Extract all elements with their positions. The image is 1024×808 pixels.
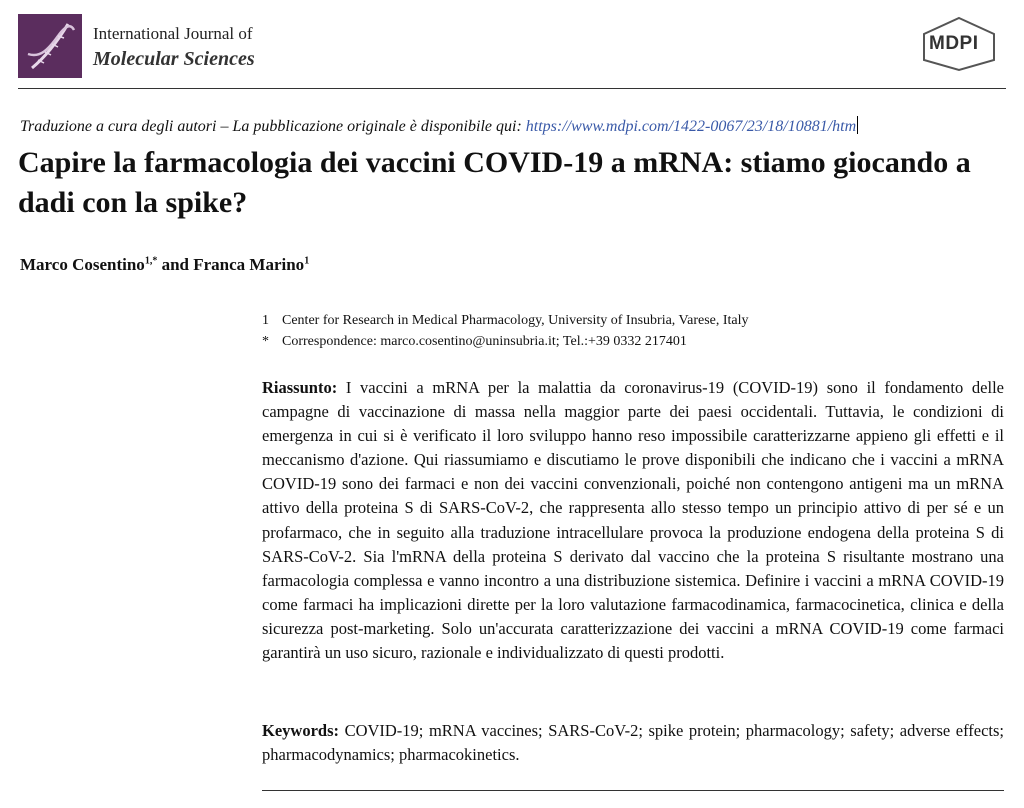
keywords-paragraph — [262, 719, 1004, 767]
original-publication-link[interactable]: https://www.mdpi.com/1422-0067/23/18/10881/htm — [525, 118, 857, 135]
author-name: Marco Cosentino — [20, 255, 145, 274]
footer-divider — [262, 790, 1004, 791]
paper-title: Capire la farmacologia dei vaccini COVID-19 a mRNA: stiamo giocando a dadi con la spike? — [18, 146, 971, 219]
correspondence-text: Correspondence: marco.cosentino@uninsubria.it; Tel.:+39 0332 217401 — [282, 334, 687, 349]
author-affiliation-mark: 1,* — [144, 255, 158, 267]
author-list — [20, 255, 309, 275]
keywords-text: COVID-19; mRNA vaccines; SARS-CoV-2; spike protein; pharmacology; safety; adverse effects; pharmacodynamics; pharmacokinetics. — [262, 721, 1005, 765]
abstract-label: Riassunto: — [262, 378, 338, 397]
author-connector: and — [157, 255, 194, 274]
translation-note — [20, 116, 858, 136]
abstract-text: I vaccini a mRNA per la malattia da coronavirus-19 (COVID-19) sono il fondamento delle campagne di vaccinazione di massa nella maggior parte dei paesi occidentali. Tuttavia, le condizioni di emergenza in cui si è verificato il loro sviluppo hanno reso impossibile caratterizzarne appieno gli effetti e il meccanismo d'azione. Qui riassumiamo e discutiamo le prove disponibili che indicano che i vaccini a mRNA COVID-19 sono dei farmaci e non dei vaccini convenzionali, poiché non contengono antigeni ma un mRNA attivo della proteina S di SARS-CoV-2, che rappresenta allo stesso tempo un principio attivo di per sé e un profarmaco, che in seguito alla traduzione intracellulare provoca la produzione endogena della proteina S di SARS-CoV-2. Sia l'mRNA della proteina S derivato dal vaccino che la proteina S risultante mostrano una farmacologia complessa e vanno incontro a una distribuzione sistemica. Definire i vaccini a mRNA COVID-19 come farmaci ha implicazioni dirette per la loro valutazione farmacodinamica, farmacocinetica, clinica e della sicurezza post-marketing. Solo un'accurata caratterizzazione dei vaccini a mRNA COVID-19 come farmaci garantirà un uso sicuro, razionale e individualizzato di questi prodotti. — [262, 378, 1004, 663]
abstract-paragraph — [262, 376, 1004, 665]
dna-helix-icon — [18, 14, 82, 78]
correspondence-line — [262, 334, 687, 350]
text-cursor — [857, 116, 858, 134]
affiliation-text: Center for Research in Medical Pharmacology, University of Insubria, Varese, Italy — [282, 313, 749, 328]
journal-name-line1: International Journal of — [93, 24, 253, 43]
publisher-logo-text: MDPI — [929, 33, 979, 54]
correspondence-mark: * — [262, 334, 269, 349]
author-name: Franca Marino — [193, 255, 305, 274]
header-divider — [18, 88, 1006, 89]
keywords-label: Keywords: — [262, 721, 339, 740]
journal-logo — [18, 14, 82, 78]
journal-name-line2: Molecular Sciences — [93, 48, 255, 70]
translation-note-text: Traduzione a cura degli autori – La pubblicazione originale è disponibile qui: — [20, 118, 526, 135]
affiliation-line — [262, 313, 749, 329]
author-affiliation-mark: 1 — [304, 255, 310, 267]
affiliation-mark: 1 — [262, 313, 269, 328]
